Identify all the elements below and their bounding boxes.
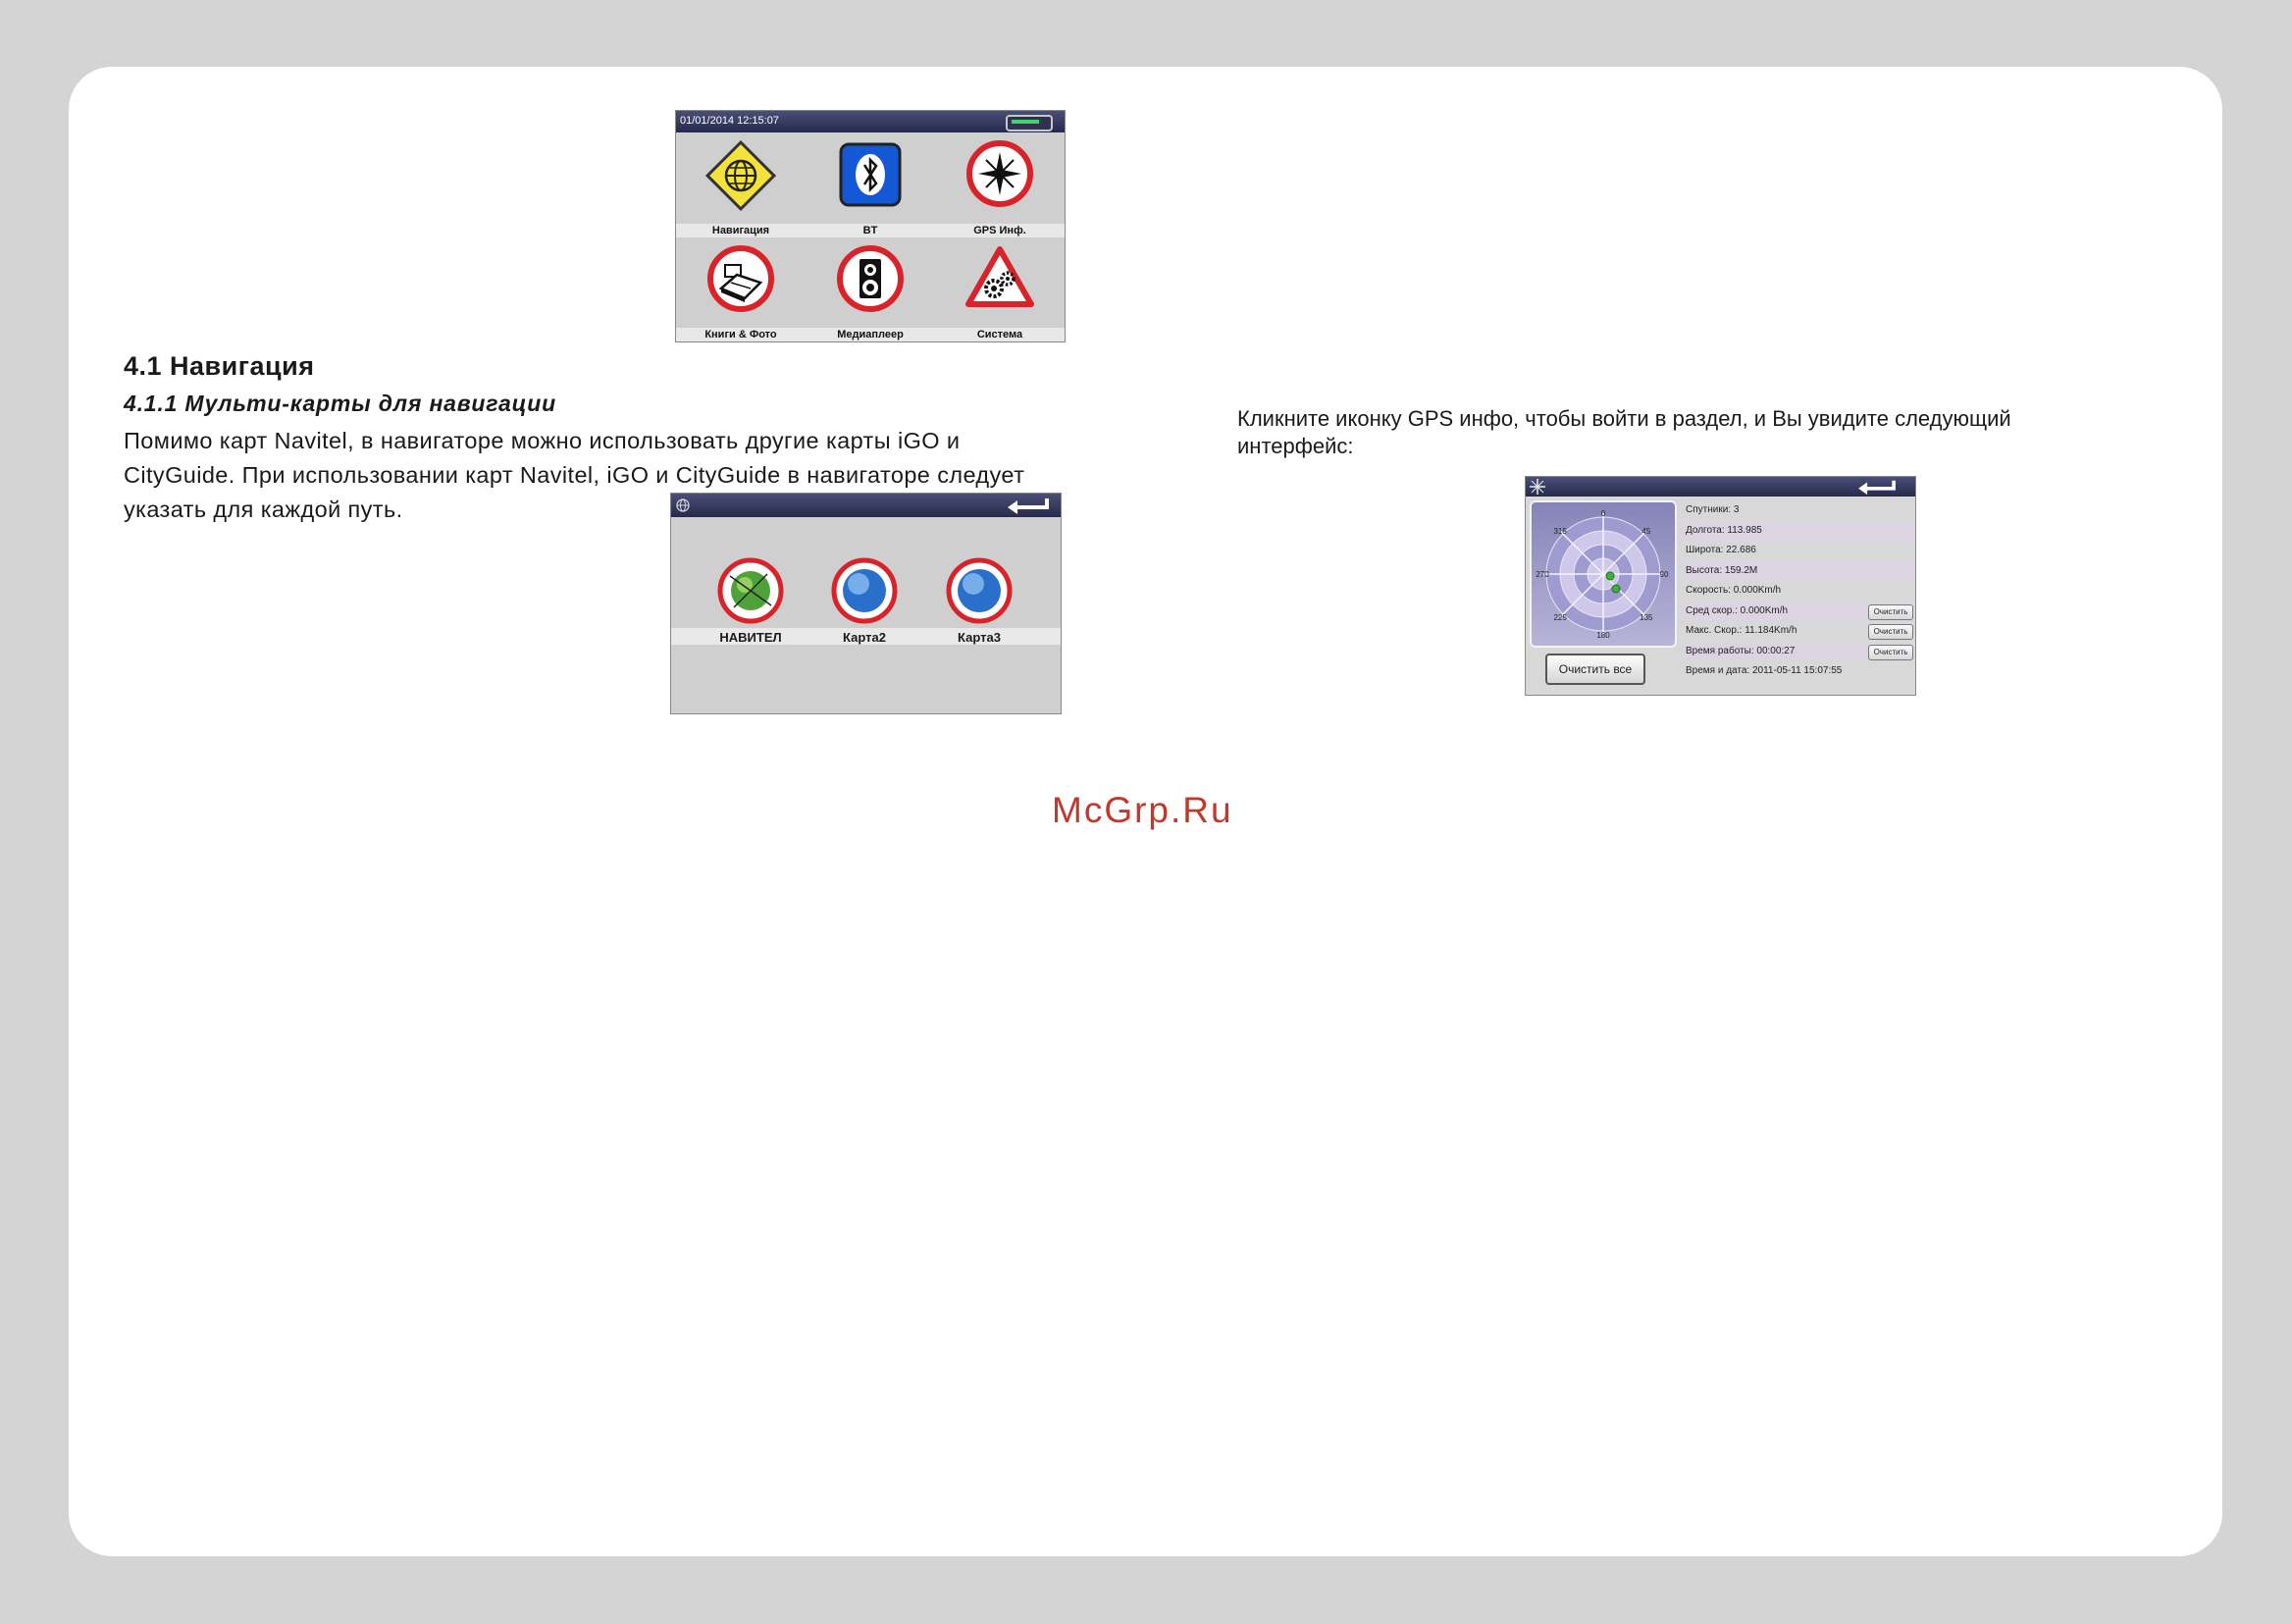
book-icon — [703, 243, 778, 318]
gps-info-text: Время работы: 00:00:27 — [1686, 645, 1796, 656]
gps-info-row — [1683, 500, 1915, 521]
gps-info-row — [1683, 661, 1915, 682]
map-item-karta3[interactable] — [930, 556, 1028, 625]
clear-all-button[interactable]: Очистить все — [1545, 654, 1645, 685]
status-bar — [676, 111, 1065, 132]
datetime-label: 01/01/2014 12:15:07 — [680, 115, 779, 127]
map-item-navitel[interactable] — [702, 556, 800, 625]
title-bar — [1526, 477, 1915, 497]
gps-info-row — [1683, 642, 1915, 662]
gps-info-row — [1683, 541, 1915, 561]
menu-item-navigation[interactable] — [676, 132, 806, 237]
menu-item-media-player[interactable] — [806, 237, 935, 342]
compass-icon — [963, 138, 1037, 213]
gps-info-text: Время и дата: 2011-05-11 15:07:55 — [1686, 665, 1843, 676]
menu-item-label: Книги & Фото — [676, 328, 806, 341]
gps-info-text: Спутники: 3 — [1686, 504, 1740, 515]
compass-label: 180 — [1596, 631, 1610, 640]
gps-info-row — [1683, 561, 1915, 582]
speaker-icon — [833, 243, 908, 318]
clear-button[interactable]: Очистить — [1868, 624, 1913, 640]
compass-label: 135 — [1640, 612, 1653, 622]
globe-sign-icon — [703, 138, 778, 213]
title-bar — [671, 494, 1061, 517]
blue-globe-icon — [830, 556, 899, 625]
gps-info-list — [1683, 500, 1915, 682]
gps-info-text: Сред скор.: 0.000Km/h — [1686, 604, 1789, 616]
menu-item-label: Медиаплеер — [806, 328, 935, 341]
globe-icon — [675, 498, 691, 513]
gps-info-text: Макс. Скор.: 11.184Km/h — [1686, 625, 1797, 636]
gps-info-row — [1683, 602, 1915, 622]
body-paragraph: Помимо карт Navitel, в навигаторе можно использовать другие карты iGO и CityGuide. При использовании карт Navitel, iGO и CityGuide в навигаторе следует указать для каждой путь. — [124, 428, 1025, 522]
satellite-dot — [1606, 572, 1614, 580]
compass-label: 315 — [1553, 527, 1567, 537]
clear-button[interactable]: Очистить — [1868, 604, 1913, 620]
watermark: McGrp.Ru — [1052, 790, 1233, 830]
menu-item-books-photo[interactable] — [676, 237, 806, 342]
satellite-dot — [1612, 585, 1620, 593]
compass-label: 270 — [1536, 570, 1549, 579]
map-label-karta2: Карта2 — [843, 630, 886, 645]
gps-info-text: Долгота: 113.985 — [1686, 524, 1762, 536]
gps-info-text: Широта: 22.686 — [1686, 545, 1756, 555]
menu-item-system[interactable] — [935, 237, 1065, 342]
subsection-heading: 4.1.1 Мульти-карты для навигации — [124, 391, 556, 416]
bluetooth-icon — [833, 138, 908, 213]
menu-item-label: Навигация — [676, 224, 806, 237]
compass-label: 0 — [1600, 509, 1606, 518]
compass-label: 45 — [1641, 527, 1651, 537]
clear-button[interactable]: Очистить — [1868, 645, 1913, 660]
gps-paragraph: Кликните иконку GPS инфо, чтобы войти в раздел, и Вы увидите следующий интерфейс: — [1237, 406, 2011, 458]
menu-item-bt[interactable] — [806, 132, 935, 237]
back-arrow-icon[interactable] — [1004, 496, 1053, 515]
compass-small-icon — [1529, 478, 1546, 496]
compass-label: 90 — [1659, 570, 1669, 579]
section-heading: 4.1 Навигация — [124, 351, 315, 381]
gps-info-row — [1683, 521, 1915, 542]
gps-info-screenshot — [1525, 476, 1916, 696]
menu-item-label: Система — [935, 328, 1065, 341]
menu-item-label: GPS Инф. — [935, 224, 1065, 237]
radar-chart — [1532, 502, 1675, 646]
map-item-karta2[interactable] — [815, 556, 913, 625]
gears-icon — [963, 243, 1037, 318]
battery-icon — [1006, 115, 1053, 131]
gps-info-row — [1683, 581, 1915, 602]
maps-screenshot — [670, 493, 1062, 714]
gps-info-text: Высота: 159.2M — [1686, 564, 1758, 576]
back-arrow-icon[interactable] — [1854, 478, 1900, 496]
menu-item-label: BT — [806, 224, 935, 237]
satellite-radar — [1530, 500, 1677, 648]
map-label-karta3: Карта3 — [958, 630, 1001, 645]
menu-item-gps-info[interactable] — [935, 132, 1065, 237]
gps-info-text: Скорость: 0.000Km/h — [1686, 585, 1782, 596]
compass-label: 225 — [1553, 612, 1567, 622]
navitel-globe-icon — [716, 556, 785, 625]
blue-globe-icon — [945, 556, 1014, 625]
gps-info-row — [1683, 621, 1915, 642]
map-label-navitel: НАВИТЕЛ — [719, 630, 782, 645]
main-menu-screenshot — [675, 110, 1066, 342]
